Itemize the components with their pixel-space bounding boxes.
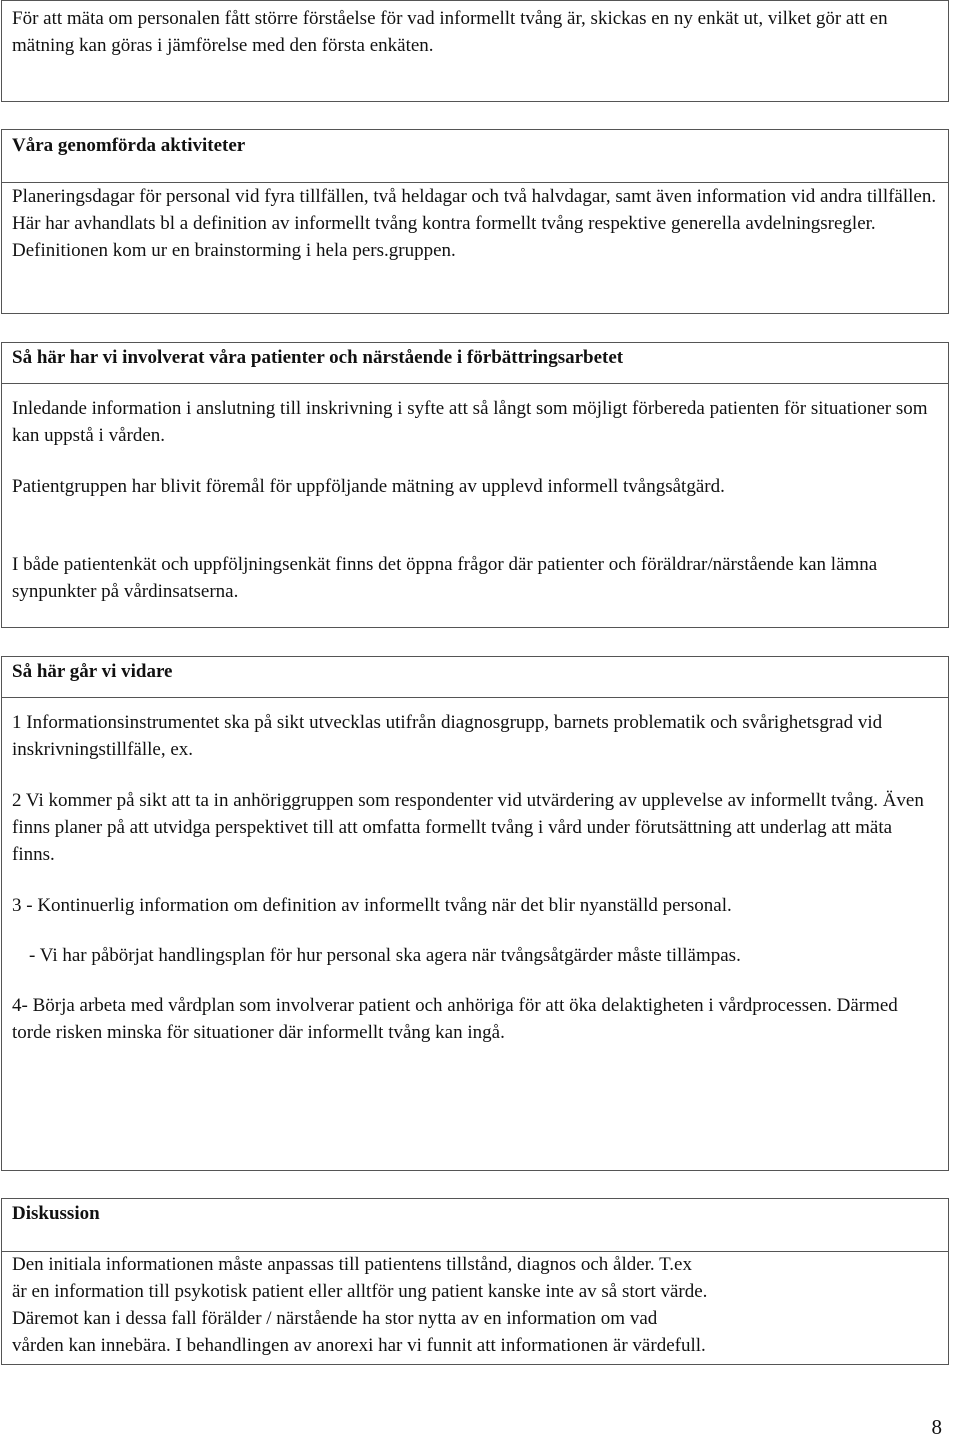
intro-text: För att mäta om personalen fått större förståelse för vad informellt tvång är, skickas en ny enkät ut, vilket gör att en mätning kan göras i jämförelse med den första enkäten.	[12, 8, 888, 56]
discussion-line-3: Däremot kan i dessa fall förälder / närstående ha stor nytta av en information om vad	[12, 1308, 658, 1329]
page-number: 8	[931, 1415, 942, 1439]
activities-header	[2, 130, 948, 183]
activities-heading: Våra genomförda aktiviteter	[12, 135, 246, 156]
next-step-3: 3 - Kontinuerlig information om definition av informellt tvång när det blir nyanställd personal.	[12, 895, 732, 916]
discussion-heading: Diskussion	[12, 1203, 100, 1224]
discussion-header	[2, 1199, 948, 1252]
next-steps-box	[1, 656, 949, 1171]
next-step-3-sub: - Vi har påbörjat handlingsplan för hur personal ska agera när tvångsåtgärder måste tillämpas.	[29, 945, 741, 966]
discussion-line-1: Den initiala informationen måste anpassas till patientens tillstånd, diagnos och ålder. T.ex	[12, 1254, 692, 1275]
discussion-line-2: är en information till psykotisk patient eller alltför ung patient kanske inte av så stort värde.	[12, 1281, 708, 1302]
patients-header	[2, 343, 948, 384]
discussion-line-4: vården kan innebära. I behandlingen av anorexi har vi funnit att informationen är värdefull.	[12, 1335, 706, 1356]
next-steps-header	[2, 657, 948, 698]
patients-paragraph-2: Patientgruppen har blivit föremål för uppföljande mätning av upplevd informell tvångsåtgärd.	[12, 476, 725, 497]
next-step-1: 1 Informationsinstrumentet ska på sikt utvecklas utifrån diagnosgrupp, barnets problematik och svårighetsgrad vid inskrivningstillfälle, ex.	[12, 712, 883, 760]
intro-box	[1, 0, 949, 102]
activities-text: Planeringsdagar för personal vid fyra tillfällen, två heldagar och två halvdagar, samt även information vid andra tillfällen. Här har avhandlats bl a definition av informellt tvång kontra formellt tvång respektive generella avdelningsregler. Definitionen kom ur en brainstorming i hela pers.gruppen.	[12, 186, 937, 261]
patients-box	[1, 342, 949, 628]
next-step-4: 4- Börja arbeta med vårdplan som involverar patient och anhöriga för att öka delaktigheten i vårdprocessen. Därmed torde risken minska för situationer där informellt tvång kan ingå.	[12, 995, 898, 1043]
patients-heading: Så här har vi involverat våra patienter och närstående i förbättringsarbetet	[12, 347, 624, 368]
next-steps-heading: Så här går vi vidare	[12, 661, 173, 682]
patients-paragraph-3: I både patientenkät och uppföljningsenkät finns det öppna frågor där patienter och föräldrar/närstående kan lämna synpunkter på vårdinsatserna.	[12, 554, 878, 602]
activities-box	[1, 129, 949, 314]
patients-paragraph-1: Inledande information i anslutning till inskrivning i syfte att så långt som möjligt förbereda patienten för situationer som kan uppstå i vården.	[12, 398, 928, 446]
discussion-box	[1, 1198, 949, 1365]
next-step-2: 2 Vi kommer på sikt att ta in anhöriggruppen som respondenter vid utvärdering av upplevelse av informellt tvång. Även finns planer på att utvidga perspektivet till att omfatta formellt tvång i vård under förutsättning att underlag att mäta finns.	[12, 790, 924, 865]
